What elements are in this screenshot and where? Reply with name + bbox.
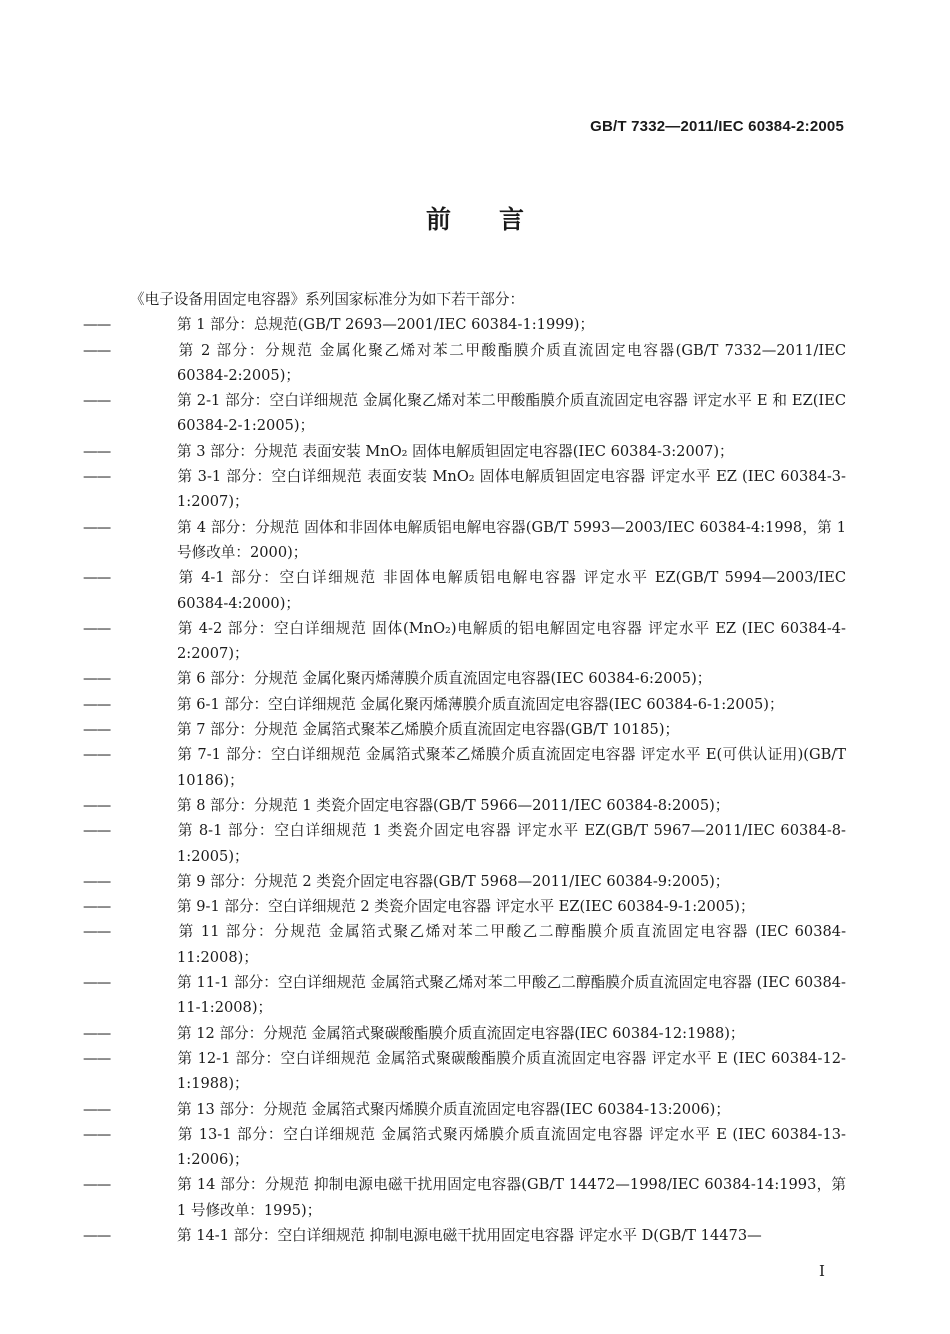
list-item <box>130 1046 846 1097</box>
dash-marker <box>130 388 177 413</box>
list-item-text: 第 12 部分：分规范 金属箔式聚碳酸酯膜介质直流固定电容器(IEC 60384-12:1988)； <box>177 1024 745 1042</box>
list-item-text: 第 13-1 部分：空白详细规范 金属箔式聚丙烯膜介质直流固定电容器 评定水平 E (IEC 60384-13-1:2006)； <box>177 1125 846 1169</box>
dash-marker <box>130 919 177 944</box>
list-item <box>130 464 846 515</box>
list-item-text: 第 3-1 部分：空白详细规范 表面安装 MnO₂ 固体电解质钽固定电容器 评定水平 EZ (IEC 60384-3-1:2007)； <box>177 468 846 511</box>
list-item-text: 第 2-1 部分：空白详细规范 金属化聚乙烯对苯二甲酸酯膜介质直流固定电容器 评定水平 E 和 EZ(IEC 60384-2-1:2005)； <box>177 392 846 435</box>
dash-marker <box>130 818 177 843</box>
dash-marker <box>130 439 177 464</box>
dash-marker <box>130 515 177 540</box>
list-item-text: 第 12-1 部分：空白详细规范 金属箔式聚碳酸酯膜介质直流固定电容器 评定水平 E (IEC 60384-12-1:1988)； <box>177 1049 846 1093</box>
list-item <box>130 818 846 869</box>
list-item <box>130 742 846 793</box>
dash-marker <box>130 692 177 717</box>
dash-marker <box>130 1097 177 1122</box>
list-item <box>130 1223 846 1248</box>
list-item <box>130 894 846 919</box>
list-item <box>130 1097 846 1122</box>
list-item-text: 第 7 部分：分规范 金属箔式聚苯乙烯膜介质直流固定电容器(GB/T 10185)； <box>177 721 680 739</box>
list-item-text: 第 6 部分：分规范 金属化聚丙烯薄膜介质直流固定电容器(IEC 60384-6:2005)； <box>177 670 712 688</box>
list-item <box>130 439 846 464</box>
list-item <box>130 616 846 667</box>
page-number: I <box>819 1262 825 1280</box>
list-item <box>130 1122 846 1173</box>
list-item-text: 第 11-1 部分：空白详细规范 金属箔式聚乙烯对苯二甲酸乙二醇酯膜介质直流固定电容器 (IEC 60384-11-1:2008)； <box>177 974 846 1017</box>
list-item-text: 第 8-1 部分：空白详细规范 1 类瓷介固定电容器 评定水平 EZ(GB/T 5967—2011/IEC 60384-8-1:2005)； <box>177 822 846 865</box>
dash-marker <box>130 1172 177 1197</box>
list-item <box>130 666 846 691</box>
list-item <box>130 515 846 566</box>
list-item <box>130 338 846 389</box>
dash-marker <box>130 742 177 767</box>
list-item <box>130 692 846 717</box>
dash-marker <box>130 312 177 337</box>
list-item-text: 第 4-1 部分：空白详细规范 非固体电解质铝电解电容器 评定水平 EZ(GB/T 5994—2003/IEC 60384-4:2000)； <box>177 569 846 612</box>
standard-number-header: GB/T 7332—2011/IEC 60384-2:2005 <box>590 118 844 135</box>
dash-marker <box>130 1122 177 1147</box>
dash-marker <box>130 1021 177 1046</box>
dash-marker <box>130 616 177 641</box>
list-item-text: 第 14 部分：分规范 抑制电源电磁干扰用固定电容器(GB/T 14472—1998/IEC 60384-14:1993，第 1 号修改单：1995)； <box>177 1176 846 1219</box>
list-item <box>130 388 846 439</box>
list-item-text: 第 9 部分：分规范 2 类瓷介固定电容器(GB/T 5968—2011/IEC 60384-9:2005)； <box>177 872 730 890</box>
list-item-text: 第 4-2 部分：空白详细规范 固体(MnO₂)电解质的铝电解固定电容器 评定水平 EZ (IEC 60384-4-2:2007)； <box>177 619 846 663</box>
intro-paragraph: 《电子设备用固定电容器》系列国家标准分为如下若干部分： <box>130 291 525 308</box>
list-item-text: 第 13 部分：分规范 金属箔式聚丙烯膜介质直流固定电容器(IEC 60384-13:2006)； <box>177 1100 730 1118</box>
list-item <box>130 919 846 970</box>
dash-marker <box>130 1046 177 1071</box>
list-item-text: 第 3 部分：分规范 表面安装 MnO₂ 固体电解质钽固定电容器(IEC 60384-3:2007)； <box>177 442 734 460</box>
dash-marker <box>130 666 177 691</box>
list-item <box>130 869 846 894</box>
dash-marker <box>130 338 177 363</box>
foreword-body <box>130 287 846 1248</box>
list-item-text: 第 14-1 部分：空白详细规范 抑制电源电磁干扰用固定电容器 评定水平 D(GB/T 14473— <box>177 1226 762 1244</box>
list-item-text: 第 9-1 部分：空白详细规范 2 类瓷介固定电容器 评定水平 EZ(IEC 60384-9-1:2005)； <box>177 898 755 916</box>
list-item <box>130 312 846 337</box>
dash-marker <box>130 894 177 919</box>
list-item-text: 第 8 部分：分规范 1 类瓷介固定电容器(GB/T 5966—2011/IEC 60384-8:2005)； <box>177 796 730 814</box>
list-item-text: 第 4 部分：分规范 固体和非固体电解质铝电解电容器(GB/T 5993—2003/IEC 60384-4:1998，第 1 号修改单：2000)； <box>177 518 846 561</box>
list-item-text: 第 11 部分：分规范 金属箔式聚乙烯对苯二甲酸乙二醇酯膜介质直流固定电容器 (IEC 60384-11:2008)； <box>177 923 846 966</box>
list-item-text: 第 1 部分：总规范(GB/T 2693—2001/IEC 60384-1:1999)； <box>177 316 595 334</box>
dash-marker <box>130 717 177 742</box>
dash-marker <box>130 970 177 995</box>
list-item <box>130 565 846 616</box>
list-item <box>130 1172 846 1223</box>
list-item <box>130 793 846 818</box>
dash-marker <box>130 565 177 590</box>
dash-marker <box>130 869 177 894</box>
list-item-text: 第 6-1 部分：空白详细规范 金属化聚丙烯薄膜介质直流固定电容器(IEC 60384-6-1:2005)； <box>177 695 784 713</box>
list-item-text: 第 2 部分：分规范 金属化聚乙烯对苯二甲酸酯膜介质直流固定电容器(GB/T 7332—2011/IEC 60384-2:2005)； <box>177 341 846 384</box>
dash-marker <box>130 793 177 818</box>
page-title: 前言 <box>425 205 572 234</box>
dash-marker <box>130 464 177 489</box>
dash-marker <box>130 1223 177 1248</box>
list-item <box>130 970 846 1021</box>
list-item <box>130 1021 846 1046</box>
list-item <box>130 717 846 742</box>
list-item-text: 第 7-1 部分：空白详细规范 金属箔式聚苯乙烯膜介质直流固定电容器 评定水平 E(可供认证用)(GB/T 10186)； <box>177 746 846 789</box>
